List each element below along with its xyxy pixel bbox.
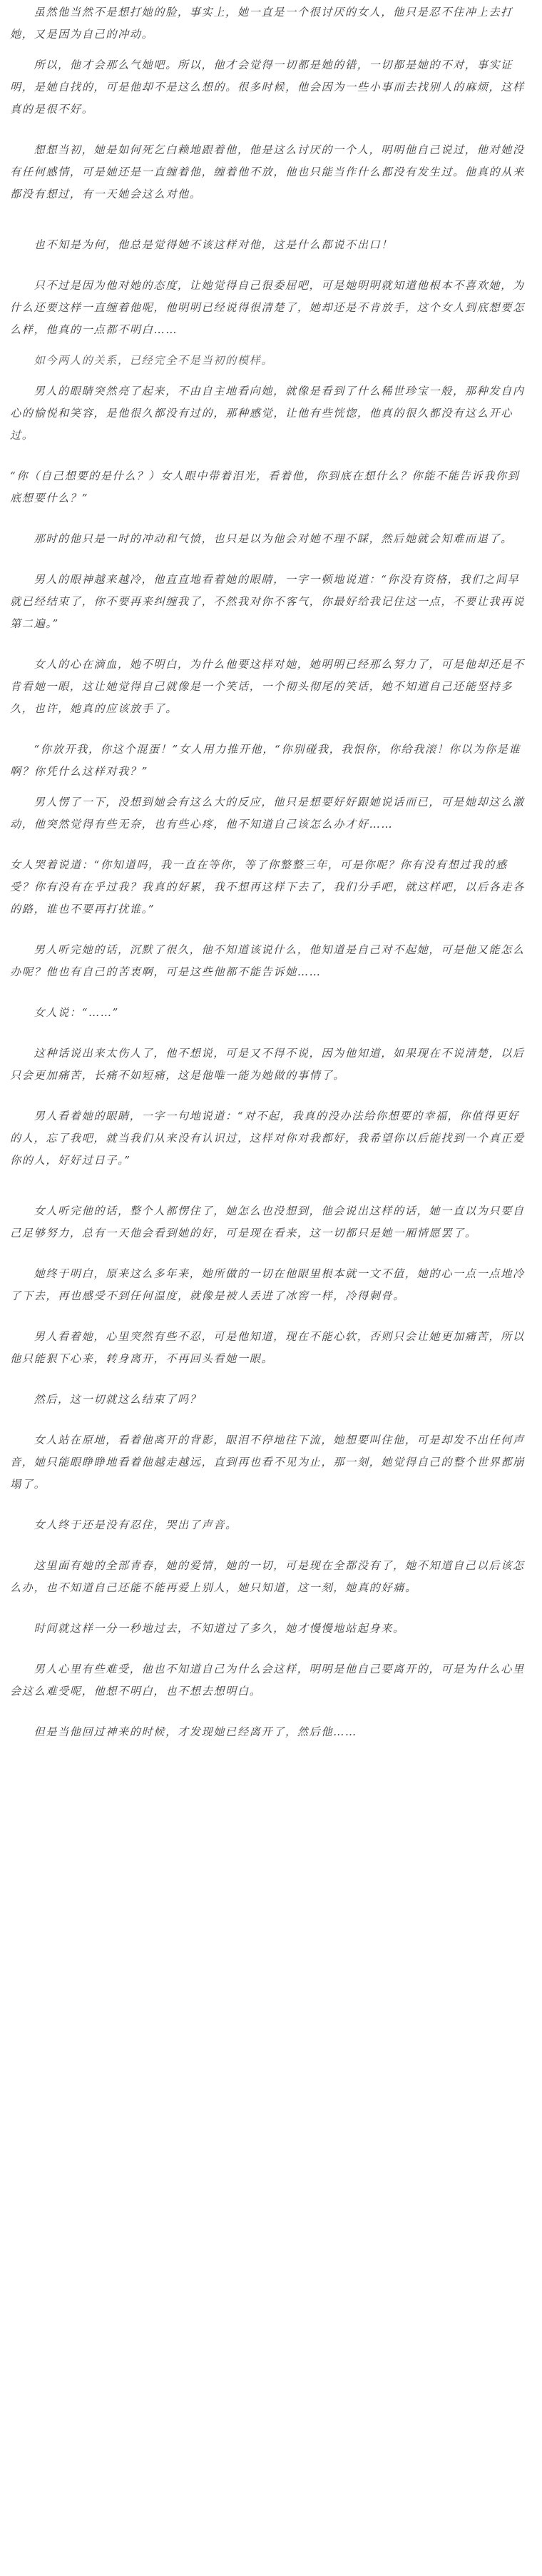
paragraph: 但是当他回过神来的时候，才发现她已经离开了，然后他…… <box>34 1725 357 1738</box>
paragraph: 那时的他只是一时的冲动和气愤，也只是以为他会对她不理不睬，然后她就会知难而退了。 <box>34 532 513 545</box>
paragraph: 这种话说出来太伤人了，他不想说，可是又不得不说，因为他知道，如果现在不说清楚，以后只会更加痛苦，长痛不如短痛，这是他唯一能为她做的事情了。 <box>10 1047 525 1082</box>
paragraph: “你放开我，你这个混蛋！”女人用力推开他，“你别碰我，我恨你，你给我滚！你以为你是谁啊？你凭什么这样对我？” <box>10 743 521 778</box>
paragraph: 也不知是为何，他总是觉得她不该这样对他，这是什么都说不出口！ <box>34 238 394 251</box>
paragraph: 男人心里有些难受，他也不知道自己为什么会这样，明明是他自己要离开的，可是为什么心里会这么难受呢，他想不明白，也不想去想明白。 <box>10 1663 525 1698</box>
paragraph: 虽然他当然不是想打她的脸，事实上，她一直是一个很讨厌的女人，他只是忍不住冲上去打她，又是因为自己的冲动。 <box>10 6 513 41</box>
paragraph: 女人终于还是没有忍住，哭出了声音。 <box>34 1518 237 1531</box>
paragraph: 男人听完她的话，沉默了很久，他不知道该说什么，他知道是自己对不起她，可是他又能怎么办呢？他也有自己的苦衷啊，可是这些他都不能告诉她…… <box>10 943 525 978</box>
paragraph: 女人站在原地，看着他离开的背影，眼泪不停地往下流，她想要叫住他，可是却发不出任何声音，她只能眼睁睁地看着他越走越远，直到再也看不见为止，那一刻，她觉得自己的整个世界都崩塌了。 <box>10 1434 525 1491</box>
paragraph: 男人愣了一下，没想到她会有这么大的反应，他只是想要好好跟她说话而已，可是她却这么激动，他突然觉得有些无奈，也有些心疼，他不知道自己该怎么办才好…… <box>10 796 525 831</box>
paragraph: 想想当初，她是如何死乞白赖地跟着他，他是这么讨厌的一个人，明明他自己说过，他对她没有任何感情，可是她还是一直缠着他，缠着他不放，他也只能当作什么都没有发生过。他真的从来都没有想过，有一天她会这么对他。 <box>10 143 525 201</box>
paragraph: 这里面有她的全部青春，她的爱情，她的一切，可是现在全都没有了，她不知道自己以后该怎么办，也不知道自己还能不能再爱上别人，她只知道，这一刻，她真的好痛。 <box>10 1559 525 1594</box>
paragraph: 如今两人的关系，已经完全不是当初的模样。 <box>34 354 274 367</box>
paragraph: 所以，他才会那么气她吧。所以，他才会觉得一切都是她的错，一切都是她的不对，事实证明，是她自找的，可是他却不是这么想的。很多时候，他会因为一些小事而去找别人的麻烦，这样真的是很不好。 <box>10 59 525 116</box>
paragraph: 只不过是因为他对她的态度，让她觉得自己很委屈吧，可是她明明就知道他根本不喜欢她，为什么还要这样一直缠着他呢，他明明已经说得很清楚了，她却还是不肯放手，这个女人到底想要怎么样，他真的一点都不明白…… <box>10 279 525 336</box>
paragraph: 女人说：“……” <box>34 1006 119 1019</box>
paragraph: 时间就这样一分一秒地过去，不知道过了多久，她才慢慢地站起身来。 <box>34 1622 405 1635</box>
paragraph: 女人听完他的话，整个人都愣住了，她怎么也没想到，他会说出这样的话，她一直以为只要自己足够努力，总有一天他会看到她的好，可是现在看来，这一切都只是她一厢情愿罢了。 <box>10 1205 525 1239</box>
paragraph: 男人看着她的眼睛，一字一句地说道：“对不起，我真的没办法给你想要的幸福，你值得更好的人，忘了我吧，就当我们从来没有认识过，这样对你对我都好，我希望你以后能找到一个真正爱你的人，好好过日子。” <box>10 1110 525 1167</box>
paragraph: “你（自己想要的是什么？）女人眼中带着泪光，看着他，你到底在想什么？你能不能告诉我你到底想要什么？” <box>10 470 520 504</box>
paragraph: 男人看着她，心里突然有些不忍，可是他知道，现在不能心软，否则只会让她更加痛苦，所以他只能狠下心来，转身离开，不再回头看她一眼。 <box>10 1330 525 1365</box>
paragraph: 女人的心在滴血，她不明白，为什么他要这样对她，她明明已经那么努力了，可是他却还是不肯看她一眼，这让她觉得自己就像是一个笑话，一个彻头彻尾的笑话，她不知道自己还能坚持多久，也许，她真的应该放手了。 <box>10 658 525 715</box>
paragraph: 男人的眼神越来越冷，他直直地看着她的眼睛，一字一顿地说道：“你没有资格，我们之间早就已经结束了，你不要再来纠缠我了，不然我对你不客气，你最好给我记住这一点，不要让我再说第二遍。” <box>10 573 525 630</box>
paragraph: 女人哭着说道：“你知道吗，我一直在等你，等了你整整三年，可是你呢？你有没有想过我的感受？你有没有在乎过我？我真的好累，我不想再这样下去了，我们分手吧，就这样吧，以后各走各的路，谁也不要再打扰谁。” <box>10 858 525 916</box>
paragraph: 男人的眼睛突然亮了起来，不由自主地看向她，就像是看到了什么稀世珍宝一般，那种发自内心的愉悦和笑容，是他很久都没有过的，那种感觉，让他有些恍惚，他真的很久都没有这么开心过。 <box>10 385 525 442</box>
paragraph: 她终于明白，原来这么多年来，她所做的一切在他眼里根本就一文不值，她的心一点一点地冷了下去，再也感受不到任何温度，就像是被人丢进了冰窖一样，冷得刺骨。 <box>10 1267 525 1302</box>
paragraph: 然后，这一切就这么结束了吗？ <box>34 1393 202 1406</box>
